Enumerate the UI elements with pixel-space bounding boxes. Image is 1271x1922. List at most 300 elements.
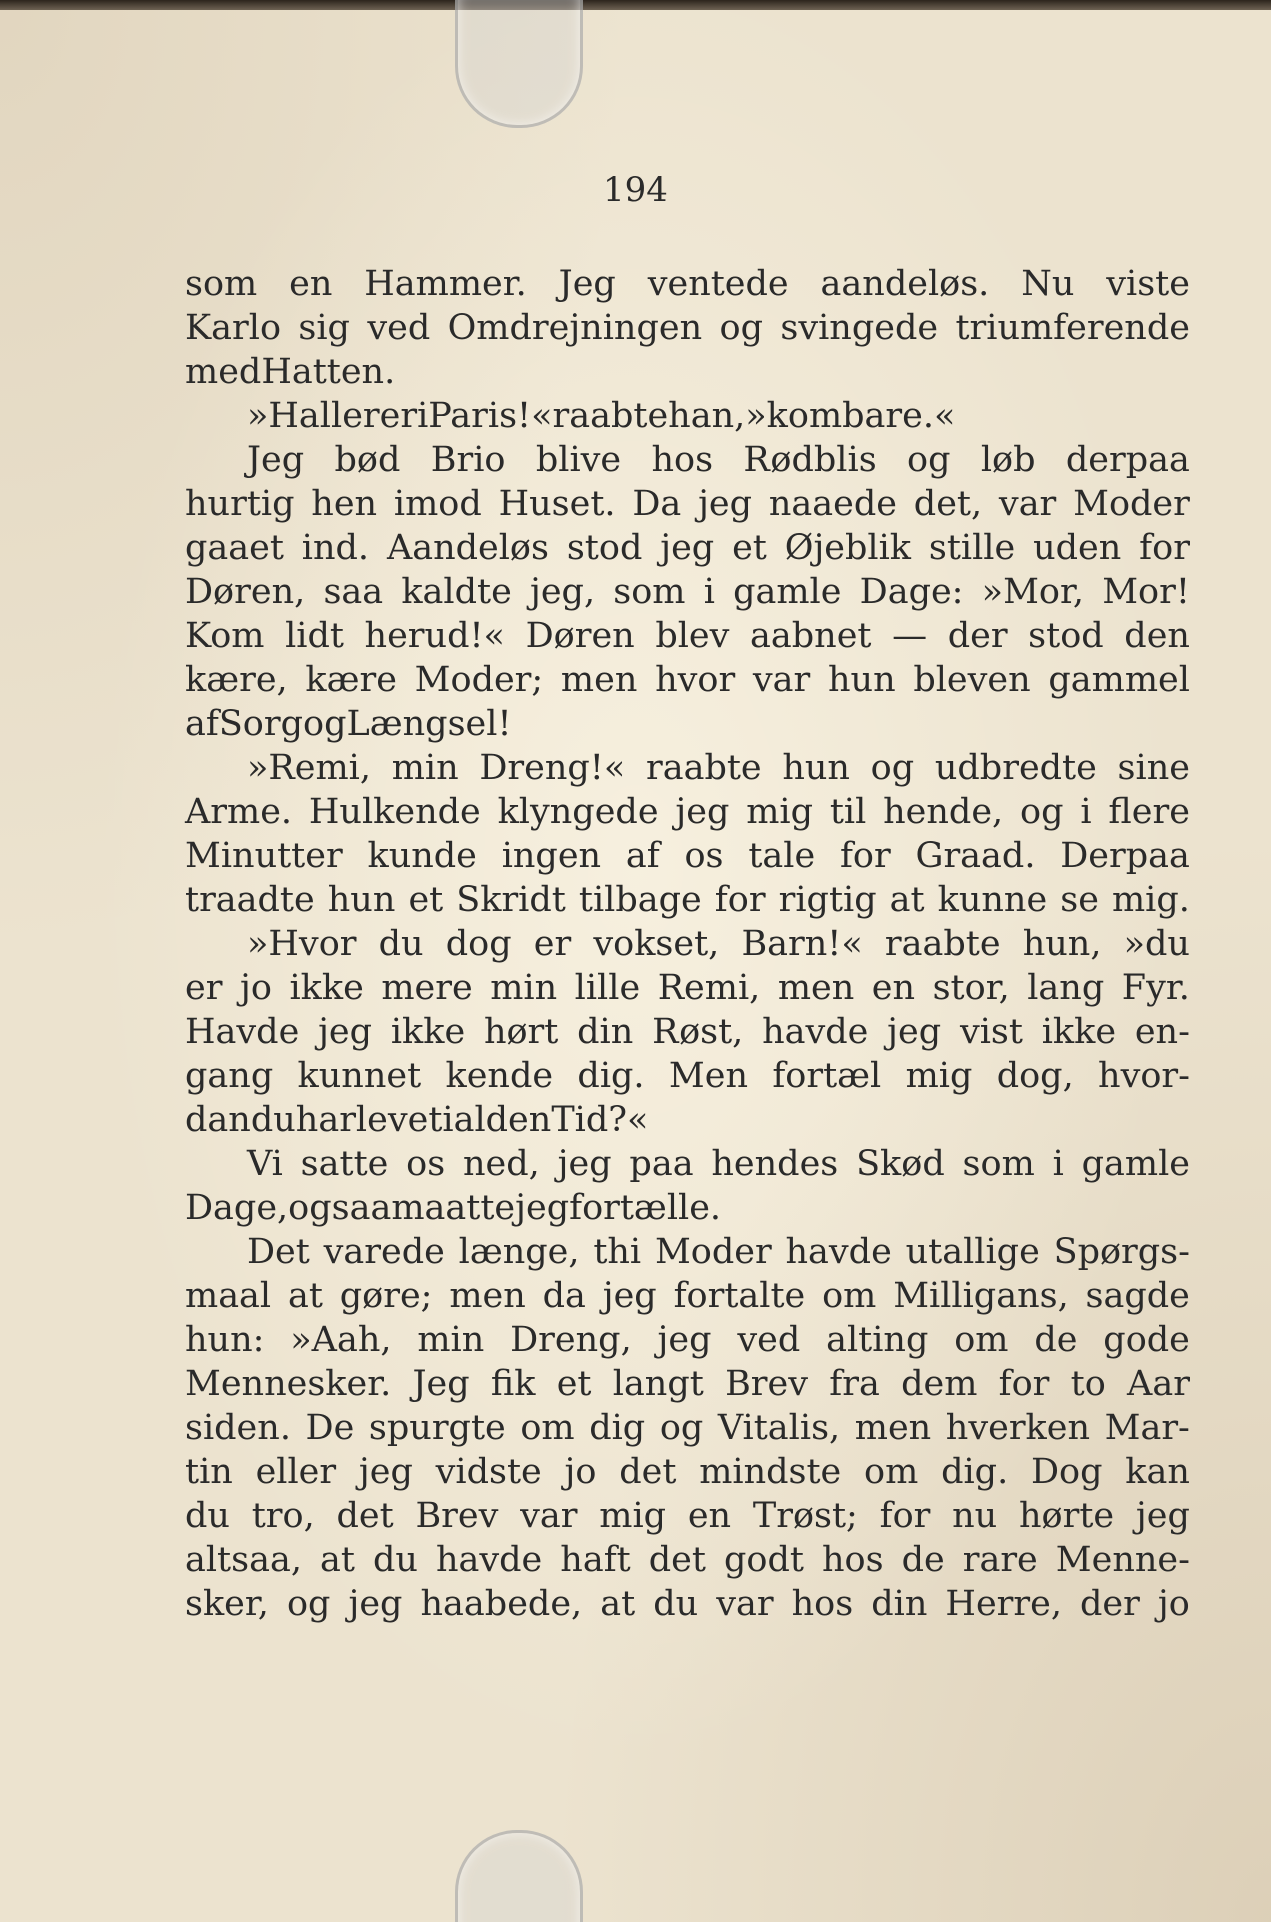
word: mindste — [699, 1452, 842, 1492]
word: jeg — [660, 528, 715, 568]
word: gamle — [733, 572, 842, 612]
word: Mor! — [1102, 572, 1190, 612]
word: et — [556, 1364, 592, 1404]
word: tro, — [251, 1496, 315, 1536]
word: min — [417, 1320, 485, 1360]
word: satte — [300, 1144, 389, 1184]
word: er — [533, 924, 572, 964]
word: lidt — [285, 616, 344, 656]
word: hos — [821, 1540, 884, 1580]
word: om — [864, 1452, 919, 1492]
word: flere — [1108, 792, 1190, 832]
word: sine — [1117, 748, 1190, 788]
word: hun — [827, 660, 896, 700]
word: en — [687, 1496, 732, 1536]
word: vokset, — [593, 924, 720, 964]
word: ved — [367, 308, 431, 348]
page-clip-bottom — [455, 1830, 583, 1922]
word: haabede, — [420, 1584, 583, 1624]
word: der — [947, 616, 1008, 656]
word: »Aah, — [290, 1320, 392, 1360]
word: »Remi, — [247, 748, 371, 788]
word: Dreng, — [510, 1320, 632, 1360]
word: Men — [668, 1056, 748, 1096]
word: ikke — [289, 968, 364, 1008]
word: du — [653, 1584, 699, 1624]
word: nu — [952, 1496, 998, 1536]
word: kunde — [367, 836, 477, 876]
word: at — [600, 1584, 636, 1624]
binding-edge — [0, 0, 1271, 10]
word: stod — [566, 528, 643, 568]
word: Brio — [430, 440, 506, 480]
word: Døren — [525, 616, 635, 656]
text-line — [185, 1406, 1190, 1450]
word: Graad. — [915, 836, 1036, 876]
word: de — [901, 1540, 945, 1580]
word: se — [1060, 880, 1099, 920]
text-line — [185, 658, 1190, 702]
word: jeg — [557, 1144, 612, 1184]
word: Nu — [1021, 264, 1075, 304]
word: Karlo — [185, 308, 282, 348]
word: havde — [785, 1232, 892, 1272]
word: godt — [723, 1540, 804, 1580]
text-line — [185, 746, 1190, 790]
word: har — [295, 1100, 356, 1140]
word: det, — [913, 484, 983, 524]
text-line — [185, 1186, 1190, 1230]
word: Minutter — [185, 836, 343, 876]
word: hendes — [711, 1144, 839, 1184]
word: som — [962, 1144, 1035, 1184]
word: »Hvor — [247, 924, 357, 964]
word: som — [613, 572, 686, 612]
word: hos — [651, 440, 714, 480]
word: stod — [1028, 616, 1104, 656]
word: raabte — [884, 924, 1001, 964]
word: du — [250, 1100, 296, 1140]
word: jo — [239, 968, 272, 1008]
word: i — [417, 396, 429, 436]
word: uden — [1033, 528, 1122, 568]
text-line — [185, 834, 1190, 878]
word: altsaa, — [185, 1540, 302, 1580]
text-line — [185, 966, 1190, 1010]
word: Spørgs- — [1053, 1232, 1190, 1272]
word: bare.« — [842, 396, 956, 436]
word: paa — [629, 1144, 694, 1184]
word: længe, — [458, 1232, 580, 1272]
word: dog — [445, 924, 512, 964]
word: Jeg — [558, 264, 616, 304]
word: du — [378, 924, 424, 964]
word: du — [372, 1540, 418, 1580]
word: du — [185, 1496, 230, 1536]
word: mig. — [1111, 880, 1190, 920]
word: spurgte — [368, 1408, 506, 1448]
word: ved — [737, 1320, 801, 1360]
word: to — [1070, 1364, 1106, 1404]
word: han, — [668, 396, 746, 436]
word: ventede — [647, 264, 789, 304]
word: kære, — [185, 660, 288, 700]
word: Længsel! — [346, 704, 512, 744]
text-line — [185, 438, 1190, 482]
word: tale — [748, 836, 816, 876]
word: sagde — [1085, 1276, 1190, 1316]
word: hun, — [1022, 924, 1102, 964]
text-line — [185, 1054, 1190, 1098]
word: al — [453, 1100, 486, 1140]
word: Huset. — [498, 484, 616, 524]
word: aabnet — [750, 616, 872, 656]
text-line — [185, 1582, 1190, 1626]
word: havde — [762, 1012, 869, 1052]
word: jeg — [515, 1188, 570, 1228]
word: Hammer. — [364, 264, 527, 304]
word: i — [1080, 792, 1092, 832]
word: kende — [445, 1056, 554, 1096]
word: »du — [1123, 924, 1190, 964]
word: langt — [612, 1364, 704, 1404]
word: jo — [564, 1452, 597, 1492]
word: Paris!« — [428, 396, 553, 436]
word: tilbage — [578, 880, 702, 920]
word: men — [777, 968, 855, 1008]
word: Barn!« — [741, 924, 863, 964]
word: gammel — [1048, 660, 1190, 700]
word: Hulkende — [308, 792, 481, 832]
word: fortælle. — [569, 1188, 722, 1228]
word: hun: — [185, 1320, 265, 1360]
text-line — [185, 482, 1190, 526]
word: Skød — [856, 1144, 945, 1184]
word: fortalte — [673, 1276, 806, 1316]
text-line — [185, 394, 1190, 438]
word: var — [716, 1584, 774, 1624]
text-line — [185, 306, 1190, 350]
text-line — [185, 1450, 1190, 1494]
word: »Mor, — [981, 572, 1085, 612]
text-line — [185, 526, 1190, 570]
word: at — [287, 1276, 323, 1316]
word: Mar- — [1104, 1408, 1190, 1448]
word: thi — [593, 1232, 642, 1272]
word: utallige — [905, 1232, 1040, 1272]
word: fik — [490, 1364, 536, 1404]
page-number: 194 — [603, 170, 668, 210]
word: kunnet — [297, 1056, 422, 1096]
word: af — [625, 836, 660, 876]
word: hen — [311, 484, 378, 524]
word: Brev — [725, 1364, 809, 1404]
word: jeg — [318, 1012, 373, 1052]
word: gamle — [1081, 1144, 1190, 1184]
word: dig — [589, 1408, 646, 1448]
word: rare — [962, 1540, 1038, 1580]
text-line — [185, 790, 1190, 834]
word: de — [1034, 1320, 1078, 1360]
word: og — [870, 748, 915, 788]
word: er — [185, 968, 223, 1008]
word: varede — [323, 1232, 445, 1272]
word: din — [577, 1012, 634, 1052]
word: Det — [247, 1232, 310, 1272]
word: i — [1052, 1144, 1064, 1184]
word: derpaa — [1065, 440, 1190, 480]
word: kan — [1125, 1452, 1190, 1492]
word: Rødblis — [743, 440, 877, 480]
text-line — [185, 1538, 1190, 1582]
word: den — [485, 1100, 552, 1140]
word: og — [719, 308, 763, 348]
word: jeg — [602, 1276, 657, 1316]
text-line — [185, 878, 1190, 922]
word: men — [854, 1408, 932, 1448]
word: jeg — [348, 1584, 403, 1624]
word: viste — [1106, 264, 1190, 304]
word: jeg, — [529, 572, 596, 612]
text-line — [185, 702, 1190, 746]
word: imod — [393, 484, 482, 524]
word: og — [1020, 792, 1064, 832]
page-clip-top — [455, 0, 583, 128]
word: fra — [829, 1364, 880, 1404]
word: fortæl — [772, 1056, 882, 1096]
word: haft — [560, 1540, 631, 1580]
word: som — [185, 264, 258, 304]
text-line — [185, 262, 1190, 306]
word: og — [286, 1584, 331, 1624]
word: for — [998, 1364, 1050, 1404]
word: raabte — [645, 748, 762, 788]
word: ikke — [390, 1012, 466, 1052]
word: Hatten. — [261, 352, 396, 392]
text-line — [185, 1362, 1190, 1406]
word: Milligans, — [893, 1276, 1069, 1316]
word: Trøst; — [752, 1496, 858, 1536]
word: De — [305, 1408, 355, 1448]
word: maatte — [391, 1188, 516, 1228]
text-line — [185, 1274, 1190, 1318]
word: Aar — [1127, 1364, 1190, 1404]
word: Røst, — [652, 1012, 744, 1052]
word: stor, — [932, 968, 1010, 1008]
word: og — [288, 1188, 332, 1228]
word: og — [303, 704, 347, 744]
word: var — [752, 660, 811, 700]
word: og — [907, 440, 951, 480]
word: en — [289, 264, 333, 304]
word: at — [889, 880, 925, 920]
text-line — [185, 1142, 1190, 1186]
word: Remi, — [657, 968, 761, 1008]
word: dan — [185, 1100, 251, 1140]
word: Dage, — [185, 1188, 289, 1228]
word: gang — [185, 1056, 274, 1096]
word: dem — [901, 1364, 978, 1404]
word: jeg — [358, 1452, 413, 1492]
word: hverken — [945, 1408, 1091, 1448]
text-line — [185, 350, 1190, 394]
word: Moder — [1073, 484, 1190, 524]
word: blev — [655, 616, 730, 656]
word: raabte — [552, 396, 669, 436]
word: ned, — [463, 1144, 540, 1184]
word: men — [560, 660, 638, 700]
word: det — [648, 1540, 706, 1580]
word: Moder — [654, 1232, 772, 1272]
word: i — [442, 1100, 454, 1140]
word: Vi — [247, 1144, 283, 1184]
word: ind. — [301, 528, 370, 568]
word: Sorg — [218, 704, 304, 744]
word: hun — [782, 748, 850, 788]
word: Fyr. — [1121, 968, 1190, 1008]
text-line — [185, 1010, 1190, 1054]
word: levet — [355, 1100, 443, 1140]
word: havde — [435, 1540, 543, 1580]
word: var — [520, 1496, 578, 1536]
word: stille — [928, 528, 1016, 568]
word: Aandeløs — [386, 528, 549, 568]
word: din — [871, 1584, 928, 1624]
text-line — [185, 570, 1190, 614]
word: og — [659, 1408, 704, 1448]
word: sker, — [185, 1584, 269, 1624]
word: Da — [632, 484, 682, 524]
word: Havde — [185, 1012, 300, 1052]
word: »kom — [745, 396, 843, 436]
word: naaede — [768, 484, 897, 524]
text-line — [185, 614, 1190, 658]
word: til — [829, 792, 867, 832]
word: Arme. — [185, 792, 293, 832]
word: traadte — [185, 880, 315, 920]
word: den — [1124, 616, 1190, 656]
word: var — [998, 484, 1057, 524]
word: gode — [1103, 1320, 1190, 1360]
word: hvor — [655, 660, 736, 700]
word: for — [714, 880, 766, 920]
word: hos — [791, 1584, 854, 1624]
word: Moder; — [414, 660, 544, 700]
word: herud!« — [364, 616, 505, 656]
word: det — [619, 1452, 677, 1492]
word: men — [449, 1276, 526, 1316]
word: — — [892, 616, 928, 656]
word: kunne — [937, 880, 1048, 920]
word: om — [954, 1320, 1009, 1360]
word: Omdrejningen — [447, 308, 703, 348]
text-line — [185, 1098, 1190, 1142]
word: Døren, — [185, 572, 306, 612]
word: lang — [1027, 968, 1105, 1008]
word: Vitalis, — [717, 1408, 841, 1448]
word: jo — [1157, 1584, 1190, 1624]
word: Tid?« — [551, 1100, 649, 1140]
word: jeg — [698, 484, 753, 524]
text-line — [185, 1230, 1190, 1274]
word: saa — [323, 572, 384, 612]
word: Menne- — [1055, 1540, 1190, 1580]
word: Jeg — [412, 1364, 470, 1404]
word: ingen — [501, 836, 602, 876]
word: ikke — [1041, 1012, 1117, 1052]
word: det — [336, 1496, 394, 1536]
word: rigtig — [778, 880, 877, 920]
word: gøre; — [339, 1276, 433, 1316]
word: er — [379, 396, 418, 436]
word: hvor- — [1098, 1056, 1190, 1096]
word: hørt — [483, 1012, 559, 1052]
word: triumferende — [955, 308, 1190, 348]
word: Skridt — [456, 880, 566, 920]
word: da — [542, 1276, 586, 1316]
word: jeg — [675, 792, 730, 832]
word: aandeløs. — [820, 264, 990, 304]
text-line — [185, 1494, 1190, 1538]
word: for — [1139, 528, 1190, 568]
word: Herre, — [945, 1584, 1062, 1624]
word: bleven — [913, 660, 1031, 700]
word: dog, — [996, 1056, 1074, 1096]
word: der — [1080, 1584, 1140, 1624]
word: dig. — [577, 1056, 645, 1096]
word: hurtig — [185, 484, 295, 524]
word: mig — [905, 1056, 973, 1096]
word: kaldte — [401, 572, 512, 612]
word: jeg — [657, 1320, 712, 1360]
word: sig — [298, 308, 350, 348]
word: at — [319, 1540, 355, 1580]
word: jeg — [887, 1012, 942, 1052]
word: med — [185, 352, 262, 392]
word: gaaet — [185, 528, 284, 568]
word: blive — [535, 440, 622, 480]
word: en — [871, 968, 916, 1008]
word: Mennesker. — [185, 1364, 392, 1404]
word: løb — [980, 440, 1036, 480]
word: Derpaa — [1060, 836, 1190, 876]
word: et — [732, 528, 767, 568]
word: om — [822, 1276, 877, 1316]
word: Dreng!« — [479, 748, 626, 788]
word: dig. — [941, 1452, 1009, 1492]
word: min — [490, 968, 558, 1008]
word: hende, — [883, 792, 1004, 832]
word: en- — [1134, 1012, 1190, 1052]
word: for — [839, 836, 891, 876]
word: Dage: — [859, 572, 964, 612]
word: kære — [305, 660, 397, 700]
word: mere — [381, 968, 473, 1008]
word: bød — [334, 440, 401, 480]
text-line — [185, 1318, 1190, 1362]
word: os — [406, 1144, 446, 1184]
word: vidste — [435, 1452, 542, 1492]
text-line — [185, 922, 1190, 966]
word: i — [703, 572, 715, 612]
word: eller — [255, 1452, 337, 1492]
word: lille — [574, 968, 641, 1008]
word: os — [684, 836, 724, 876]
word: min — [391, 748, 459, 788]
word: hørte — [1019, 1496, 1115, 1536]
word: Øjeblik — [784, 528, 912, 568]
word: »Haller — [247, 396, 380, 436]
